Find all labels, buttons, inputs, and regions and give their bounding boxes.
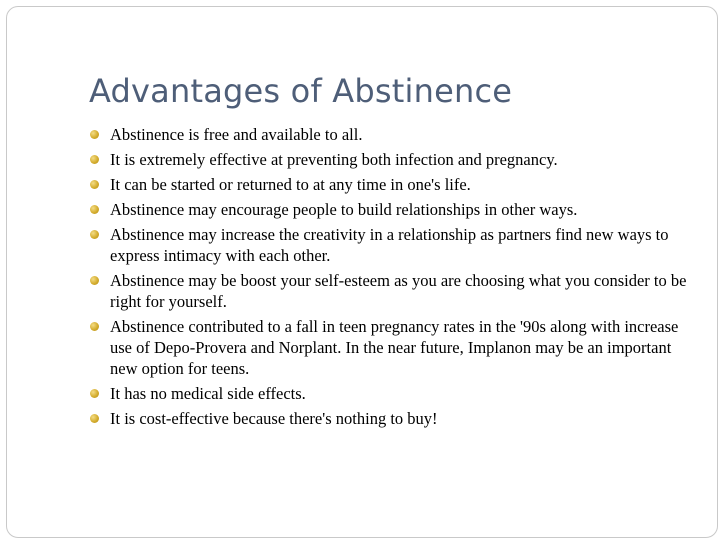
bullet-dot-icon xyxy=(90,155,99,164)
bullet-text: It has no medical side effects. xyxy=(110,384,306,403)
bullet-dot-icon xyxy=(90,230,99,239)
bullet-dot-icon xyxy=(90,322,99,331)
bullet-dot-icon xyxy=(90,276,99,285)
bullet-item xyxy=(89,383,699,404)
bullet-dot-icon xyxy=(90,414,99,423)
bullet-item xyxy=(89,174,699,195)
bullet-dot-icon xyxy=(90,205,99,214)
bullet-item xyxy=(89,316,699,379)
bullet-item xyxy=(89,149,699,170)
bullet-text: Abstinence contributed to a fall in teen pregnancy rates in the '90s along with increase use of Depo-Provera and Norplant. In the near future, Implanon may be an important new option for teens. xyxy=(110,317,679,378)
bullet-dot-icon xyxy=(90,130,99,139)
bullet-item xyxy=(89,124,699,145)
bullet-text: Abstinence is free and available to all. xyxy=(110,125,363,144)
bullet-item xyxy=(89,270,699,312)
bullet-text: It can be started or returned to at any time in one's life. xyxy=(110,175,471,194)
bullet-list xyxy=(89,124,699,433)
slide-title: Advantages of Abstinence xyxy=(89,72,513,110)
bullet-item xyxy=(89,199,699,220)
bullet-text: Abstinence may encourage people to build relationships in other ways. xyxy=(110,200,578,219)
slide-frame xyxy=(6,6,718,538)
bullet-dot-icon xyxy=(90,180,99,189)
bullet-text: Abstinence may be boost your self-esteem as you are choosing what you consider to be right for yourself. xyxy=(110,271,687,311)
bullet-item xyxy=(89,408,699,429)
bullet-text: Abstinence may increase the creativity in a relationship as partners find new ways to express intimacy with each other. xyxy=(110,225,669,265)
bullet-item xyxy=(89,224,699,266)
bullet-dot-icon xyxy=(90,389,99,398)
bullet-text: It is cost-effective because there's nothing to buy! xyxy=(110,409,438,428)
bullet-text: It is extremely effective at preventing both infection and pregnancy. xyxy=(110,150,558,169)
